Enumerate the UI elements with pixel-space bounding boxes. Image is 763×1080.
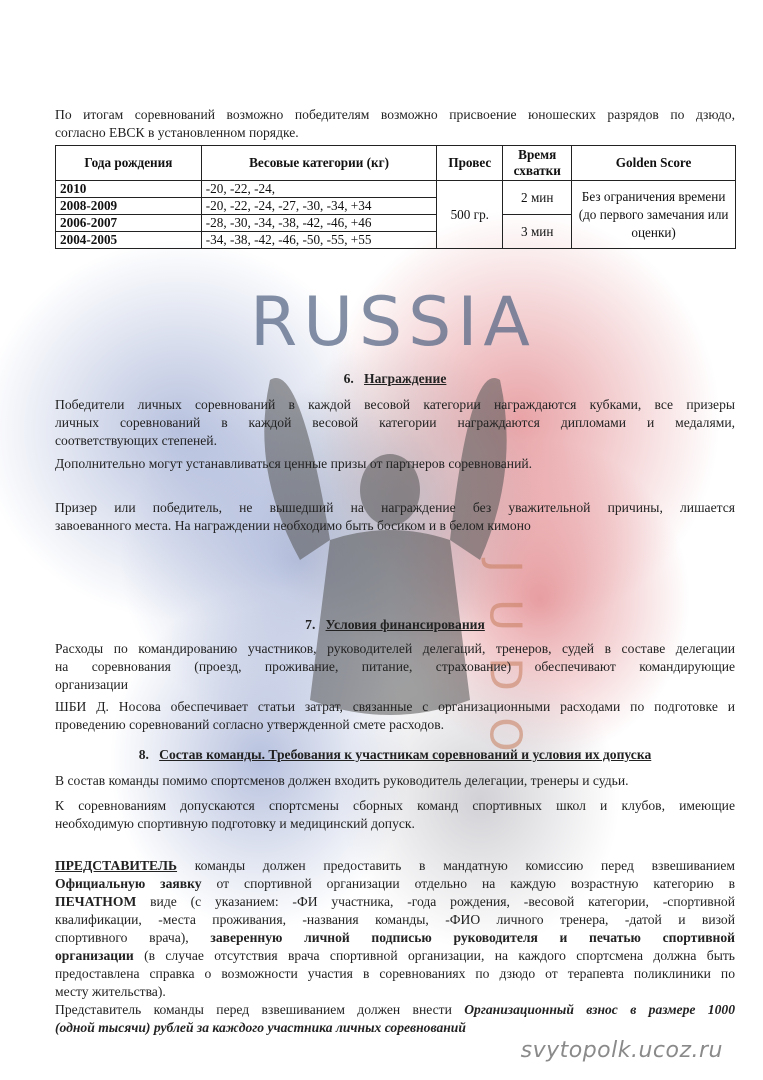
header-weights: Весовые категории (кг) [201, 146, 437, 181]
text-line [55, 857, 735, 875]
section-7-heading [55, 617, 735, 633]
text-line [55, 1001, 735, 1019]
cell-years: 2010 [56, 181, 202, 198]
text-line: К соревнованиям допускаются спортсмены сборных команд спортивных школ и клубов, имеющие [55, 798, 735, 813]
header-bout-time: Время схватки [503, 146, 572, 181]
intro-line: По итогам соревнований возможно победителям возможно присвоение юношеских разрядов по дзюдо, [55, 107, 735, 122]
judo-vertical-word: JUDO [479, 560, 531, 778]
section-title: Условия финансирования [325, 617, 485, 632]
section-8-heading [55, 747, 735, 763]
section-number: 8. [138, 747, 149, 762]
text-line: необходимую спортивную подготовку и медицинский допуск. [55, 816, 415, 831]
cell-weights: -20, -22, -24, -27, -30, -34, +34 [201, 198, 437, 215]
text-line [55, 875, 735, 893]
sec6-paragraph-2: Дополнительно могут устанавливаться ценные призы от партнеров соревнований. [55, 456, 533, 471]
text-span: (в случае отсутствия врача спортивной организации, на каждого спортсмена должна быть [133, 948, 735, 963]
cell-weights: -34, -38, -42, -46, -50, -55, +55 [201, 232, 437, 249]
cell-time-2min: 2 мин [503, 181, 572, 215]
intro-paragraph [55, 106, 735, 142]
text-line: Расходы по командированию участников, руководителей делегаций, тренеров, судей в составе делегации [55, 641, 735, 656]
header-golden-score: Golden Score [572, 146, 736, 181]
header-provess: Провес [437, 146, 503, 181]
sec7-paragraph-2 [55, 698, 735, 734]
text-line [55, 929, 735, 947]
text-line: личных соревнований в каждой весовой категории награждаются дипломами и медалями, [55, 415, 735, 430]
text-line: предоставлена справка о возможности участия в соревнованиях по дзюдо от терапевта поликлиники по [55, 966, 735, 981]
table-row [56, 181, 736, 198]
fee-per-participant-text: (одной тысячи) рублей за каждого участника личных соревнований [55, 1020, 466, 1035]
section-6-heading [55, 371, 735, 387]
russia-poster-word: RUSSIA [250, 283, 536, 362]
cell-time-3min: 3 мин [503, 215, 572, 249]
certified-signature-text: заверенную личной подписью руководителя и печатью спортивной [210, 930, 735, 945]
weight-categories-table [55, 145, 736, 249]
cell-provess: 500 гр. [437, 181, 503, 249]
cell-years: 2008-2009 [56, 198, 202, 215]
header-birth-years: Года рождения [56, 146, 202, 181]
text-span: команды должен предоставить в мандатную комиссию перед взвешиванием [177, 858, 735, 873]
text-span: виде (с указанием: -ФИ участника, -года рождения, -весовой категории, -спортивной [136, 894, 735, 909]
representative-paragraph [55, 857, 735, 1001]
cell-golden-score: Без ограничения времени (до первого замечания или оценки) [572, 181, 736, 249]
sec6-paragraph-3 [55, 499, 735, 535]
text-line: проведению соревнований согласно утвержденной смете расходов. [55, 717, 445, 732]
text-line: на соревнования (проезд, проживание, питание, страхование) обеспечивают командирующие [55, 659, 735, 674]
intro-line: согласно ЕВСК в установленном порядке. [55, 125, 299, 140]
fee-amount-text: Организационный взнос в размере 1000 [464, 1002, 735, 1017]
section-title: Награждение [364, 371, 447, 386]
section-number: 7. [305, 617, 316, 632]
sec6-paragraph-1 [55, 396, 735, 450]
cell-weights: -28, -30, -34, -38, -42, -46, +46 [201, 215, 437, 232]
section-number: 6. [343, 371, 354, 386]
text-line [55, 893, 735, 911]
official-application-label: Официальную заявку [55, 876, 202, 891]
text-line: месту жительства). [55, 984, 166, 999]
text-line: организации [55, 677, 128, 692]
text-line: ШБИ Д. Носова обеспечивает статьи затрат, связанные с организационными расходами по подготовке и [55, 699, 735, 714]
text-line [55, 1019, 735, 1037]
text-span: спортивного врача), [55, 930, 211, 945]
cell-years: 2006-2007 [56, 215, 202, 232]
text-line: Победители личных соревнований в каждой весовой категории награждаются кубками, все призеры [55, 397, 735, 412]
text-span: от спортивной организации отдельно на каждую возрастную категорию в [201, 876, 735, 891]
sec7-paragraph-1 [55, 640, 735, 694]
text-line: соответствующих степеней. [55, 433, 217, 448]
printed-label: ПЕЧАТНОМ [55, 894, 137, 909]
text-line: Призер или победитель, не вышедший на награждение без уважительной причины, лишается [55, 500, 735, 515]
cell-weights: -20, -22, -24, [201, 181, 437, 198]
representative-label: ПРЕДСТАВИТЕЛЬ [55, 858, 178, 873]
cell-years: 2004-2005 [56, 232, 202, 249]
text-line: квалификации, -места проживания, -названия команды, -ФИО личного тренера, -датой и визой [55, 912, 735, 927]
text-line: завоеванного места. На награждении необходимо быть босиком и в белом кимоно [55, 518, 531, 533]
text-span: Представитель команды перед взвешиванием должен внести [55, 1002, 465, 1017]
fee-paragraph [55, 1001, 735, 1037]
text-line [55, 947, 735, 965]
sec8-paragraph-1: В состав команды помимо спортсменов должен входить руководитель делегации, тренеры и судьи. [55, 773, 629, 788]
organization-word: организации [55, 948, 134, 963]
section-title: Состав команды. Требования к участникам соревнований и условия их допуска [159, 747, 652, 762]
table-header-row [56, 146, 736, 181]
site-watermark: svytopolk.ucoz.ru [520, 1038, 723, 1063]
sec8-paragraph-2 [55, 797, 735, 833]
